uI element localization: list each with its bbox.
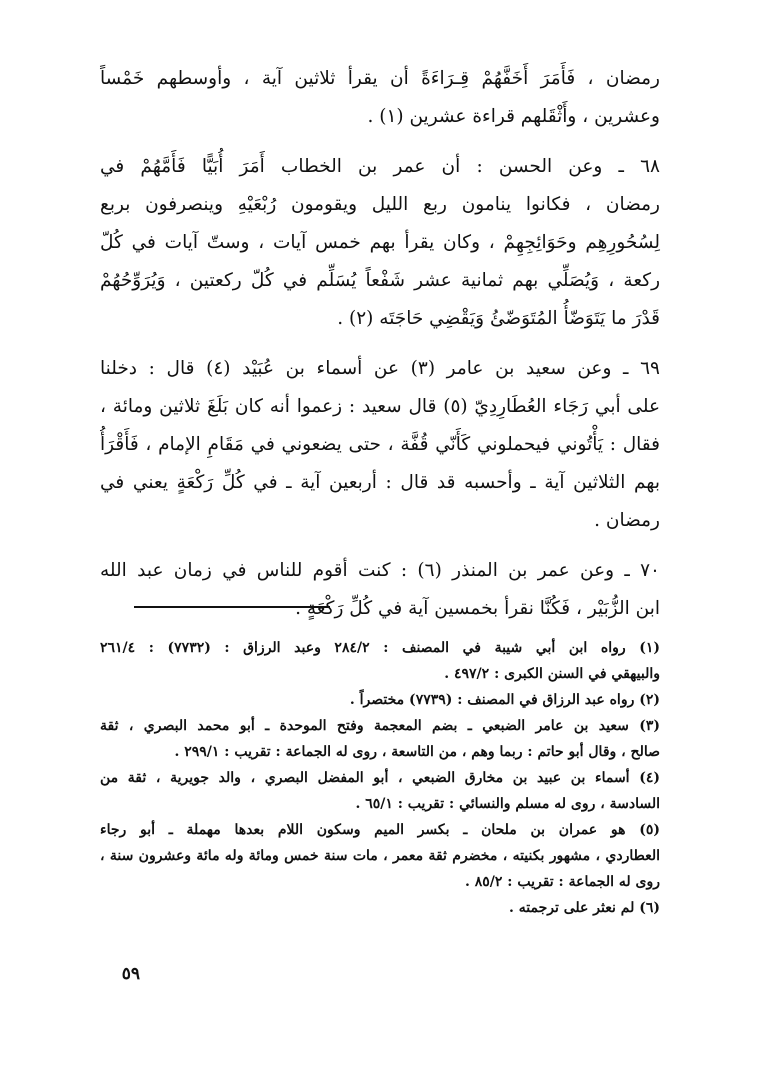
- text-line: ٦٨ ـ وعن الحسن : أن عمر بن الخطاب أَمَرَ أُبَيًّا فَأَمَّهُمْ في: [100, 156, 660, 177]
- text-line: ٦٩ ـ وعن سعيد بن عامر (٣) عن أسماء بن عُبَيْد (٤) قال : دخلنا: [100, 358, 660, 379]
- footnote-6: [100, 895, 660, 921]
- main-text: [100, 60, 660, 628]
- text-line: رمضان .: [594, 510, 660, 531]
- book-page: [100, 60, 660, 1050]
- footnote-3: [100, 713, 660, 765]
- footnote-line: (٥) هو عمران بن ملحان ـ بكسر الميم وسكون اللام بعدها مهملة ـ أبو رجاء: [100, 822, 660, 838]
- text-line: قَدْرَ ما يَتَوَضّأُ المُتَوَضّئُ وَيَقْضِي حَاجَتَه (٢) .: [337, 308, 660, 329]
- text-line: رمضان ، فَأَمَرَ أَخَفَّهُمْ قِـرَاءَةً أن يقرأ ثلاثين آية ، وأوسطهم خَمْساً: [100, 68, 660, 89]
- text-line: ركعة ، وَيُصَلِّي بهم ثمانية عشر شَفْعاً يُسَلِّم في كُلّ ركعتين ، وَيُرَوِّحُهُمْ: [100, 270, 660, 291]
- text-line: وعشرين ، وأَثْقَلهم قراءة عشرين (١) .: [367, 106, 660, 127]
- footnote-line: العطاردي ، مشهور بكنيته ، مخضرم ثقة معمر ، مات سنة خمس ومائة وله مائة وعشرون سنة ،: [100, 848, 660, 864]
- paragraph-68: [100, 148, 660, 338]
- footnote-5: [100, 817, 660, 895]
- text-line: ابن الزُّبَيْر ، فَكُنَّا نقرأ بخمسين آية في كُلِّ رَكْعَةٍ .: [295, 598, 660, 619]
- footnote-line: والبيهقي في السنن الكبرى : ٤٩٧/٢ .: [444, 666, 660, 682]
- text-line: لِسُحُورِهِم وحَوَائِجِهِمْ ، وكان يقرأ بهم خمس آيات ، وستّ آيات في كُلّ: [100, 232, 660, 253]
- footnote-4: [100, 765, 660, 817]
- paragraph-70: [100, 552, 660, 628]
- text-line: على أبي رَجَاء العُطَارِدِيّ (٥) قال سعيد : زعموا أنه كان بَلَغَ ثلاثين ومائة ،: [100, 396, 660, 417]
- footnote-2: [100, 687, 660, 713]
- footnote-line: صالح ، وقال أبو حاتم : ربما وهم ، من التاسعة ، روى له الجماعة : تقريب : ٢٩٩/١ .: [174, 744, 660, 760]
- footnote-line: (٦) لم نعثر على ترجمته .: [509, 900, 660, 916]
- page-number: ٥٩: [121, 964, 140, 984]
- text-line: ٧٠ ـ وعن عمر بن المنذر (٦) : كنت أقوم للناس في زمان عبد الله: [100, 560, 660, 581]
- text-line: رمضان ، فكانوا ينامون ربع الليل ويقومون رُبْعَيْهِ وينصرفون بربع: [100, 194, 660, 215]
- footnote-separator: [134, 606, 330, 608]
- paragraph-continuation: [100, 60, 660, 136]
- footnote-line: (١) رواه ابن أبي شيبة في المصنف : ٢٨٤/٢ وعبد الرزاق : (٧٧٣٢) : ٢٦١/٤: [100, 640, 660, 656]
- footnote-line: (٢) رواه عبد الرزاق في المصنف : (٧٧٣٩) مختصراً .: [349, 692, 660, 708]
- footnotes: [100, 635, 660, 921]
- footnote-line: روى له الجماعة : تقريب : ٨٥/٢ .: [464, 874, 660, 890]
- footnote-1: [100, 635, 660, 687]
- text-line: بهم الثلاثين آية ـ وأحسبه قد قال : أربعين آية ـ في كُلِّ رَكْعَةٍ يعني في: [100, 472, 660, 493]
- footnote-line: (٤) أسماء بن عبيد بن مخارق الضبعي ، أبو المفضل البصري ، والد جويرية ، ثقة من: [100, 770, 660, 786]
- footnote-line: (٣) سعيد بن عامر الضبعي ـ بضم المعجمة وفتح الموحدة ـ أبو محمد البصري ، ثقة: [100, 718, 660, 734]
- paragraph-69: [100, 350, 660, 540]
- footnote-line: السادسة ، روى له مسلم والنسائي : تقريب : ٦٥/١ .: [355, 796, 660, 812]
- text-line: فقال : يَأْتُوني فيحملوني كَأَنّي قُفَّة ، حتى يضعوني في مَقَامِ الإمام ، فَأَقْرَأُ: [100, 434, 660, 455]
